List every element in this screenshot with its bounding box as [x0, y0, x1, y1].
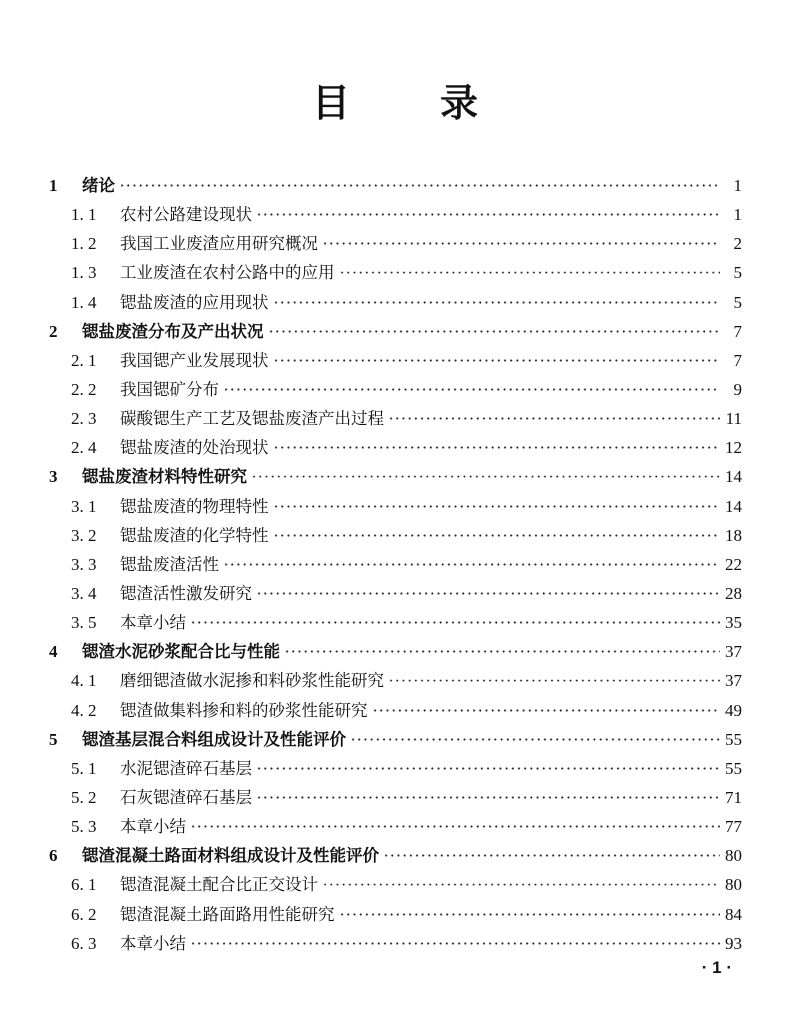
dot-leader	[388, 666, 720, 695]
toc-section-entry[interactable]	[0, 433, 790, 462]
toc-entry-title: 锶渣活性激发研究	[120, 579, 256, 608]
dot-leader	[268, 317, 721, 346]
dot-leader	[223, 375, 720, 404]
toc-section-entry[interactable]	[0, 550, 790, 579]
toc-entry-number: 1. 2	[71, 234, 97, 254]
toc-entry-number: 3. 3	[71, 554, 97, 574]
toc-entry-page-number: 5	[733, 292, 742, 312]
toc-entry-title-wrap	[120, 229, 728, 258]
page-number-footer: · 1 ·	[701, 958, 732, 977]
toc-entry-title: 锶渣水泥砂浆配合比与性能	[82, 637, 284, 666]
toc-entry-number: 2. 4	[71, 438, 97, 458]
dot-leader	[273, 346, 721, 375]
table-of-contents	[0, 171, 790, 958]
toc-entry-title-wrap	[120, 929, 728, 958]
toc-entry-title-wrap	[120, 870, 728, 899]
toc-entry-number: 2. 1	[71, 350, 97, 370]
toc-section-entry[interactable]	[0, 870, 790, 899]
toc-entry-number: 3. 1	[71, 496, 97, 516]
dot-leader	[256, 579, 720, 608]
toc-entry-title-wrap	[120, 812, 728, 841]
toc-entry-page-number: 7	[733, 350, 742, 370]
toc-entry-title: 锶渣基层混合料组成设计及性能评价	[82, 725, 350, 754]
toc-entry-page-number: 84	[725, 904, 742, 924]
toc-entry-title-wrap	[120, 200, 728, 229]
toc-entry-number: 5. 2	[71, 787, 97, 807]
toc-entry-title-wrap	[120, 900, 728, 929]
title-char-1: 目	[311, 80, 350, 125]
toc-entry-page-number: 1	[733, 176, 742, 195]
dot-leader	[273, 492, 721, 521]
dot-leader	[273, 521, 721, 550]
toc-entry-page-number: 37	[725, 642, 742, 662]
toc-section-entry[interactable]	[0, 929, 790, 958]
toc-entry-page-number: 5	[733, 263, 742, 283]
toc-entry-title-wrap	[82, 841, 728, 870]
toc-chapter-entry[interactable]	[0, 841, 790, 870]
toc-entry-number: 6. 3	[71, 933, 97, 953]
toc-entry-number: 3. 2	[71, 525, 97, 545]
toc-entry-title: 本章小结	[120, 929, 190, 958]
toc-section-entry[interactable]	[0, 783, 790, 812]
dot-leader	[273, 288, 721, 317]
dot-leader	[190, 608, 720, 637]
toc-entry-title-wrap	[82, 171, 728, 200]
toc-entry-title: 我国锶产业发展现状	[120, 346, 273, 375]
dot-leader	[190, 929, 720, 958]
toc-entry-number: 4	[49, 642, 58, 662]
toc-section-entry[interactable]	[0, 404, 790, 433]
toc-entry-title-wrap	[120, 579, 728, 608]
dot-leader	[256, 200, 720, 229]
dot-leader	[256, 783, 720, 812]
toc-entry-title-wrap	[120, 521, 728, 550]
toc-entry-title: 本章小结	[120, 608, 190, 637]
toc-entry-title-wrap	[82, 637, 728, 666]
toc-entry-title: 我国锶矿分布	[120, 375, 223, 404]
toc-entry-number: 5. 3	[71, 817, 97, 837]
toc-section-entry[interactable]	[0, 492, 790, 521]
toc-entry-page-number: 35	[725, 613, 742, 633]
dot-leader	[339, 258, 721, 287]
toc-entry-page-number: 22	[725, 554, 742, 574]
toc-section-entry[interactable]	[0, 696, 790, 725]
toc-entry-page-number: 28	[725, 583, 742, 603]
toc-entry-title-wrap	[120, 492, 728, 521]
title-char-2: 录	[440, 80, 479, 125]
toc-entry-number: 1. 4	[71, 292, 97, 312]
toc-entry-page-number: 55	[725, 729, 742, 749]
toc-entry-title: 本章小结	[120, 812, 190, 841]
toc-entry-title: 锶盐废渣材料特性研究	[82, 462, 251, 491]
toc-entry-title: 工业废渣在农村公路中的应用	[120, 258, 339, 287]
toc-section-entry[interactable]	[0, 666, 790, 695]
toc-entry-title-wrap	[120, 783, 728, 812]
toc-entry-title-wrap	[120, 608, 728, 637]
dot-leader	[256, 754, 720, 783]
toc-entry-title: 锶盐废渣的应用现状	[120, 288, 273, 317]
toc-entry-number: 3	[49, 467, 58, 487]
toc-entry-number: 4. 2	[71, 700, 97, 720]
dot-leader	[322, 229, 720, 258]
toc-entry-title-wrap	[120, 696, 728, 725]
toc-entry-title-wrap	[120, 288, 728, 317]
dot-leader	[350, 725, 720, 754]
toc-chapter-entry[interactable]	[0, 462, 790, 491]
toc-entry-page-number: 55	[725, 758, 742, 778]
dot-leader	[388, 404, 720, 433]
toc-entry-title-wrap	[82, 317, 728, 346]
toc-entry-title-wrap	[82, 462, 728, 491]
dot-leader	[273, 433, 721, 462]
dot-leader	[339, 900, 721, 929]
toc-entry-page-number: 18	[725, 525, 742, 545]
toc-entry-page-number: 9	[733, 379, 742, 399]
page-title	[0, 72, 790, 127]
toc-entry-page-number: 7	[733, 321, 742, 341]
toc-entry-title-wrap	[120, 375, 728, 404]
toc-entry-title-wrap	[120, 754, 728, 783]
toc-entry-number: 3. 5	[71, 613, 97, 633]
dot-leader	[284, 637, 720, 666]
toc-entry-page-number: 80	[725, 875, 742, 895]
dot-leader	[119, 171, 720, 200]
toc-section-entry[interactable]	[0, 608, 790, 637]
toc-chapter-entry[interactable]	[0, 725, 790, 754]
toc-entry-page-number: 93	[725, 933, 742, 953]
toc-entry-page-number: 14	[725, 496, 742, 516]
toc-entry-number: 2. 2	[71, 379, 97, 399]
toc-entry-number: 2	[49, 321, 58, 341]
toc-section-entry[interactable]	[0, 812, 790, 841]
toc-entry-title: 锶盐废渣的物理特性	[120, 492, 273, 521]
toc-entry-title: 绪论	[82, 171, 119, 200]
toc-entry-number: 6. 2	[71, 904, 97, 924]
toc-entry-title: 磨细锶渣做水泥掺和料砂浆性能研究	[120, 666, 388, 695]
toc-entry-title: 我国工业废渣应用研究概况	[120, 229, 322, 258]
dot-leader	[383, 841, 720, 870]
toc-entry-number: 6	[49, 846, 58, 866]
toc-entry-title: 锶盐废渣活性	[120, 550, 223, 579]
toc-section-entry[interactable]	[0, 288, 790, 317]
toc-section-entry[interactable]	[0, 375, 790, 404]
toc-section-entry[interactable]	[0, 346, 790, 375]
toc-entry-page-number: 11	[725, 409, 742, 429]
toc-entry-number: 3. 4	[71, 583, 97, 603]
toc-entry-title-wrap	[120, 258, 728, 287]
dot-leader	[190, 812, 720, 841]
toc-entry-title: 锶渣混凝土路面路用性能研究	[120, 900, 339, 929]
toc-chapter-entry[interactable]	[0, 637, 790, 666]
toc-entry-page-number: 37	[725, 671, 742, 691]
toc-entry-number: 1. 3	[71, 263, 97, 283]
toc-section-entry[interactable]	[0, 200, 790, 229]
toc-section-entry[interactable]	[0, 258, 790, 287]
toc-entry-title: 水泥锶渣碎石基层	[120, 754, 256, 783]
dot-leader	[322, 870, 720, 899]
toc-section-entry[interactable]	[0, 521, 790, 550]
toc-section-entry[interactable]	[0, 579, 790, 608]
toc-entry-title-wrap	[120, 404, 728, 433]
toc-section-entry[interactable]	[0, 900, 790, 929]
toc-entry-number: 1	[49, 176, 58, 195]
toc-entry-page-number: 14	[725, 467, 742, 487]
dot-leader	[372, 696, 721, 725]
toc-entry-number: 2. 3	[71, 409, 97, 429]
toc-entry-number: 5. 1	[71, 758, 97, 778]
toc-entry-page-number: 77	[725, 817, 742, 837]
toc-entry-title: 农村公路建设现状	[120, 200, 256, 229]
toc-entry-number: 6. 1	[71, 875, 97, 895]
toc-chapter-entry[interactable]	[0, 317, 790, 346]
toc-entry-page-number: 71	[725, 787, 742, 807]
toc-entry-title: 石灰锶渣碎石基层	[120, 783, 256, 812]
toc-entry-title: 锶盐废渣的处治现状	[120, 433, 273, 462]
dot-leader	[251, 462, 720, 491]
toc-entry-page-number: 80	[725, 846, 742, 866]
toc-entry-number: 5	[49, 729, 58, 749]
toc-entry-title-wrap	[120, 666, 728, 695]
toc-entry-title: 锶渣混凝土路面材料组成设计及性能评价	[82, 841, 383, 870]
toc-entry-page-number: 49	[725, 700, 742, 720]
toc-section-entry[interactable]	[0, 754, 790, 783]
toc-chapter-entry[interactable]	[0, 171, 790, 200]
toc-entry-title-wrap	[120, 550, 728, 579]
toc-entry-title-wrap	[120, 346, 728, 375]
toc-entry-title: 锶渣混凝土配合比正交设计	[120, 870, 322, 899]
dot-leader	[223, 550, 720, 579]
toc-entry-title: 碳酸锶生产工艺及锶盐废渣产出过程	[120, 404, 388, 433]
toc-entry-title-wrap	[120, 433, 728, 462]
toc-entry-title-wrap	[82, 725, 728, 754]
toc-section-entry[interactable]	[0, 229, 790, 258]
toc-entry-number: 4. 1	[71, 671, 97, 691]
toc-entry-title: 锶盐废渣的化学特性	[120, 521, 273, 550]
toc-entry-page-number: 2	[733, 234, 742, 254]
toc-entry-title: 锶渣做集料掺和料的砂浆性能研究	[120, 696, 372, 725]
toc-entry-page-number: 12	[725, 438, 742, 458]
toc-entry-number: 1. 1	[71, 205, 97, 225]
toc-entry-title: 锶盐废渣分布及产出状况	[82, 317, 268, 346]
toc-entry-page-number: 1	[733, 205, 742, 225]
